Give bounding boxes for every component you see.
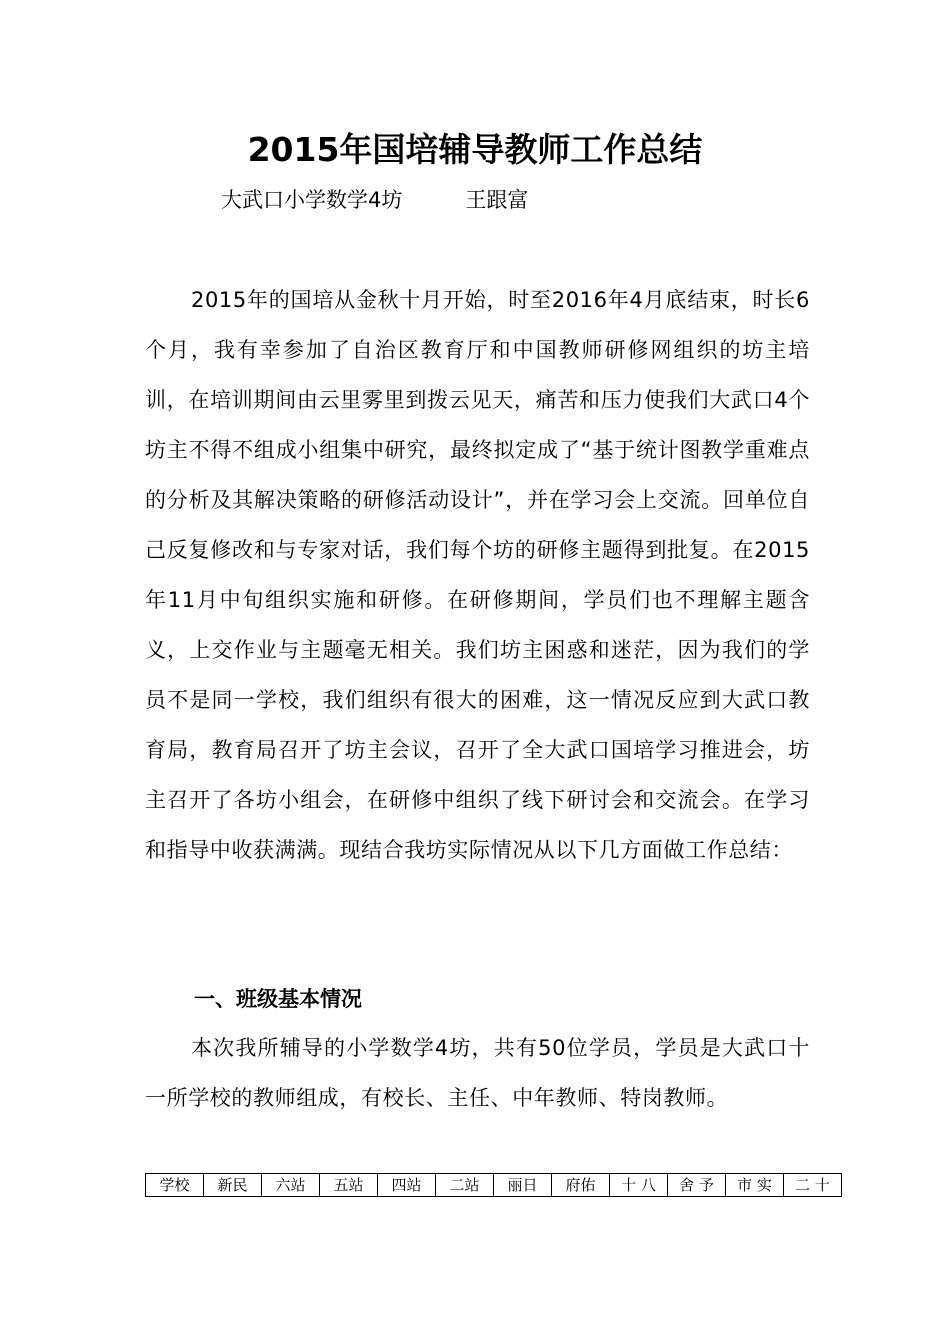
table-cell: 丽日 <box>494 1174 552 1197</box>
section-heading-class-info: 一、班级基本情况 <box>194 987 362 1011</box>
table-row <box>146 1174 842 1197</box>
table-cell: 十 八 <box>610 1174 668 1197</box>
table-cell: 五站 <box>320 1174 378 1197</box>
table-cell: 新民 <box>204 1174 262 1197</box>
class-info-paragraph: 本次我所辅导的小学数学4坊，共有50位学员，学员是大武口十一所学校的教师组成，有校长、主任、中年教师、特岗教师。 <box>145 1036 810 1110</box>
document-title: 2015年国培辅导教师工作总结 <box>247 130 703 169</box>
table-cell: 四站 <box>378 1174 436 1197</box>
table-cell: 二站 <box>436 1174 494 1197</box>
table-cell: 舍 予 <box>668 1174 726 1197</box>
table-cell: 二 十 <box>784 1174 842 1197</box>
author-line: 大武口小学数学4坊 王跟富 <box>221 188 529 212</box>
table-cell: 市 实 <box>726 1174 784 1197</box>
school-table <box>145 1173 842 1197</box>
table-cell: 府佑 <box>552 1174 610 1197</box>
table-cell: 六站 <box>262 1174 320 1197</box>
intro-paragraph: 2015年的国培从金秋十月开始，时至2016年4月底结束，时长6个月，我有幸参加了自治区教育厅和中国教师研修网组织的坊主培训，在培训期间由云里雾里到拨云见天，痛苦和压力使我们大武口4个坊主不得不组成小组集中研究，最终拟定成了“基于统计图教学重难点的分析及其解决策略的研修活动设计”，并在学习会上交流。回单位自己反复修改和与专家对话，我们每个坊的研修主题得到批复。在2015年11月中旬组织实施和研修。在研修期间，学员们也不理解主题含义，上交作业与主题毫无相关。我们坊主困惑和迷茫，因为我们的学员不是同一学校，我们组织有很大的困难，这一情况反应到大武口教育局，教育局召开了坊主会议，召开了全大武口国培学习推进会，坊主召开了各坊小组会，在研修中组织了线下研讨会和交流会。在学习和指导中收获满满。现结合我坊实际情况从以下几方面做工作总结： <box>145 288 810 862</box>
table-cell: 学校 <box>146 1174 204 1197</box>
